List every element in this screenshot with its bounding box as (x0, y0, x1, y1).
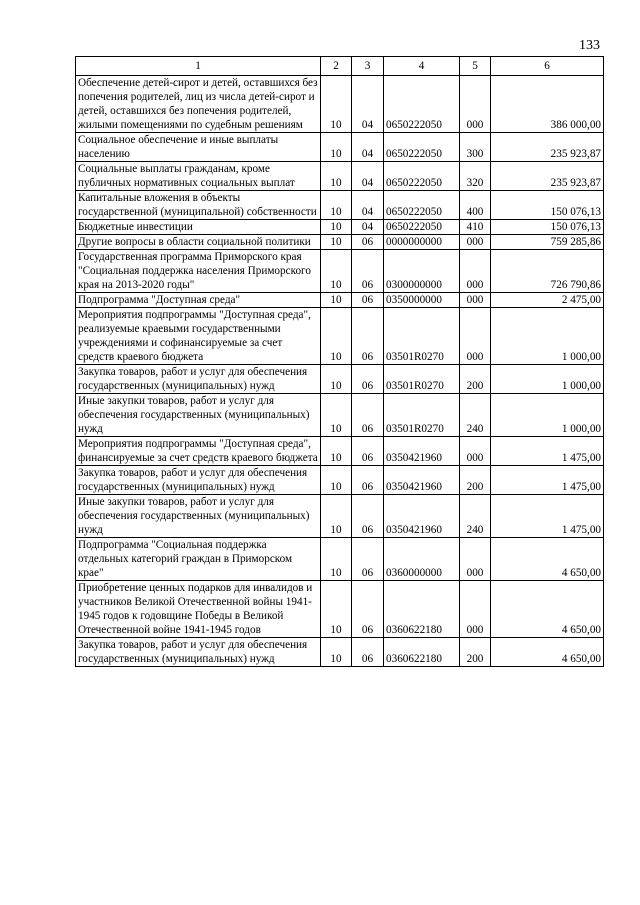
table-row (76, 250, 604, 293)
table-row (76, 293, 604, 308)
cell-amount: 1 000,00 (491, 308, 604, 365)
cell-target-code: 0360622180 (384, 638, 460, 667)
cell-expense-type: 400 (460, 191, 491, 220)
cell-amount: 235 923,87 (491, 133, 604, 162)
cell-subsection: 04 (352, 191, 384, 220)
cell-expense-type: 000 (460, 538, 491, 581)
cell-target-code: 03501R0270 (384, 308, 460, 365)
cell-expense-type: 000 (460, 437, 491, 466)
cell-target-code: 0650222050 (384, 76, 460, 133)
cell-amount: 150 076,13 (491, 220, 604, 235)
cell-section: 10 (321, 437, 352, 466)
column-header-target-code: 4 (384, 57, 460, 76)
budget-table (75, 56, 604, 667)
cell-amount: 1 475,00 (491, 495, 604, 538)
cell-expense-type: 000 (460, 250, 491, 293)
cell-section: 10 (321, 495, 352, 538)
table-row (76, 394, 604, 437)
cell-name: Государственная программа Приморского края "Социальная поддержка населения Приморского края на 2013-2020 годы" (76, 250, 321, 293)
cell-subsection: 04 (352, 220, 384, 235)
cell-section: 10 (321, 133, 352, 162)
cell-subsection: 06 (352, 293, 384, 308)
table-row (76, 437, 604, 466)
cell-section: 10 (321, 394, 352, 437)
cell-amount: 4 650,00 (491, 581, 604, 638)
cell-target-code: 0350421960 (384, 437, 460, 466)
cell-amount: 759 285,86 (491, 235, 604, 250)
cell-section: 10 (321, 638, 352, 667)
table-row (76, 162, 604, 191)
cell-section: 10 (321, 250, 352, 293)
cell-subsection: 06 (352, 581, 384, 638)
cell-subsection: 06 (352, 466, 384, 495)
table-row (76, 308, 604, 365)
table-row (76, 365, 604, 394)
cell-section: 10 (321, 76, 352, 133)
cell-amount: 1 000,00 (491, 394, 604, 437)
cell-subsection: 06 (352, 638, 384, 667)
cell-section: 10 (321, 308, 352, 365)
cell-section: 10 (321, 365, 352, 394)
cell-expense-type: 200 (460, 365, 491, 394)
table-row (76, 495, 604, 538)
cell-expense-type: 000 (460, 235, 491, 250)
cell-section: 10 (321, 581, 352, 638)
cell-target-code: 0650222050 (384, 133, 460, 162)
cell-section: 10 (321, 538, 352, 581)
table-header-row (76, 57, 604, 76)
cell-target-code: 0000000000 (384, 235, 460, 250)
table-row (76, 581, 604, 638)
cell-section: 10 (321, 191, 352, 220)
cell-name: Капитальные вложения в объекты государственной (муниципальной) собственности (76, 191, 321, 220)
cell-expense-type: 240 (460, 495, 491, 538)
cell-expense-type: 200 (460, 638, 491, 667)
cell-expense-type: 000 (460, 581, 491, 638)
cell-expense-type: 240 (460, 394, 491, 437)
column-header-expense-type: 5 (460, 57, 491, 76)
cell-expense-type: 300 (460, 133, 491, 162)
cell-expense-type: 320 (460, 162, 491, 191)
cell-subsection: 04 (352, 76, 384, 133)
cell-amount: 386 000,00 (491, 76, 604, 133)
cell-target-code: 0300000000 (384, 250, 460, 293)
table-row (76, 133, 604, 162)
table-row (76, 220, 604, 235)
cell-expense-type: 200 (460, 466, 491, 495)
cell-subsection: 06 (352, 250, 384, 293)
column-header-amount: 6 (491, 57, 604, 76)
cell-subsection: 04 (352, 133, 384, 162)
cell-target-code: 0360622180 (384, 581, 460, 638)
cell-subsection: 06 (352, 495, 384, 538)
cell-target-code: 0650222050 (384, 220, 460, 235)
cell-amount: 2 475,00 (491, 293, 604, 308)
table-row (76, 638, 604, 667)
cell-subsection: 06 (352, 394, 384, 437)
cell-name: Обеспечение детей-сирот и детей, оставшихся без попечения родителей, лиц из числа детей-сирот и детей, оставшихся без попечения родителей, жилыми помещениями по судебным решениям (76, 76, 321, 133)
cell-section: 10 (321, 293, 352, 308)
cell-subsection: 06 (352, 437, 384, 466)
table-row (76, 191, 604, 220)
cell-amount: 150 076,13 (491, 191, 604, 220)
column-header-section: 2 (321, 57, 352, 76)
cell-target-code: 03501R0270 (384, 365, 460, 394)
cell-subsection: 06 (352, 235, 384, 250)
cell-target-code: 0350421960 (384, 495, 460, 538)
column-header-name: 1 (76, 57, 321, 76)
cell-section: 10 (321, 235, 352, 250)
table-row (76, 538, 604, 581)
page-number: 133 (579, 38, 600, 53)
table-row (76, 466, 604, 495)
cell-section: 10 (321, 466, 352, 495)
cell-expense-type: 000 (460, 76, 491, 133)
cell-name: Иные закупки товаров, работ и услуг для обеспечения государственных (муниципальных) нужд (76, 495, 321, 538)
cell-amount: 726 790,86 (491, 250, 604, 293)
cell-name: Закупка товаров, работ и услуг для обеспечения государственных (муниципальных) нужд (76, 365, 321, 394)
cell-expense-type: 000 (460, 293, 491, 308)
cell-name: Мероприятия подпрограммы "Доступная среда", реализуемые краевыми государственными учреждениями и софинансируемые за счет средств краевого бюджета (76, 308, 321, 365)
cell-name: Социальное обеспечение и иные выплаты населению (76, 133, 321, 162)
cell-target-code: 0350000000 (384, 293, 460, 308)
cell-amount: 4 650,00 (491, 538, 604, 581)
cell-amount: 1 475,00 (491, 466, 604, 495)
cell-name: Бюджетные инвестиции (76, 220, 321, 235)
cell-subsection: 06 (352, 365, 384, 394)
column-header-subsection: 3 (352, 57, 384, 76)
cell-name: Мероприятия подпрограммы "Доступная среда", финансируемые за счет средств краевого бюджета (76, 437, 321, 466)
cell-target-code: 0350421960 (384, 466, 460, 495)
table-body (76, 76, 604, 667)
cell-section: 10 (321, 220, 352, 235)
cell-name: Приобретение ценных подарков для инвалидов и участников Великой Отечественной войны 1941-1945 годов к годовщине Победы в Великой Отечественной войне 1941-1945 годов (76, 581, 321, 638)
cell-subsection: 06 (352, 538, 384, 581)
cell-target-code: 0650222050 (384, 162, 460, 191)
cell-subsection: 04 (352, 162, 384, 191)
table-row (76, 76, 604, 133)
cell-name: Подпрограмма "Социальная поддержка отдельных категорий граждан в Приморском крае" (76, 538, 321, 581)
table-row (76, 235, 604, 250)
cell-name: Закупка товаров, работ и услуг для обеспечения государственных (муниципальных) нужд (76, 466, 321, 495)
cell-name: Другие вопросы в области социальной политики (76, 235, 321, 250)
cell-section: 10 (321, 162, 352, 191)
cell-name: Закупка товаров, работ и услуг для обеспечения государственных (муниципальных) нужд (76, 638, 321, 667)
cell-target-code: 03501R0270 (384, 394, 460, 437)
cell-amount: 1 475,00 (491, 437, 604, 466)
cell-name: Подпрограмма "Доступная среда" (76, 293, 321, 308)
cell-target-code: 0650222050 (384, 191, 460, 220)
cell-subsection: 06 (352, 308, 384, 365)
cell-name: Социальные выплаты гражданам, кроме публичных нормативных социальных выплат (76, 162, 321, 191)
cell-expense-type: 000 (460, 308, 491, 365)
cell-expense-type: 410 (460, 220, 491, 235)
cell-amount: 1 000,00 (491, 365, 604, 394)
cell-amount: 4 650,00 (491, 638, 604, 667)
cell-target-code: 0360000000 (384, 538, 460, 581)
cell-name: Иные закупки товаров, работ и услуг для обеспечения государственных (муниципальных) нужд (76, 394, 321, 437)
cell-amount: 235 923,87 (491, 162, 604, 191)
